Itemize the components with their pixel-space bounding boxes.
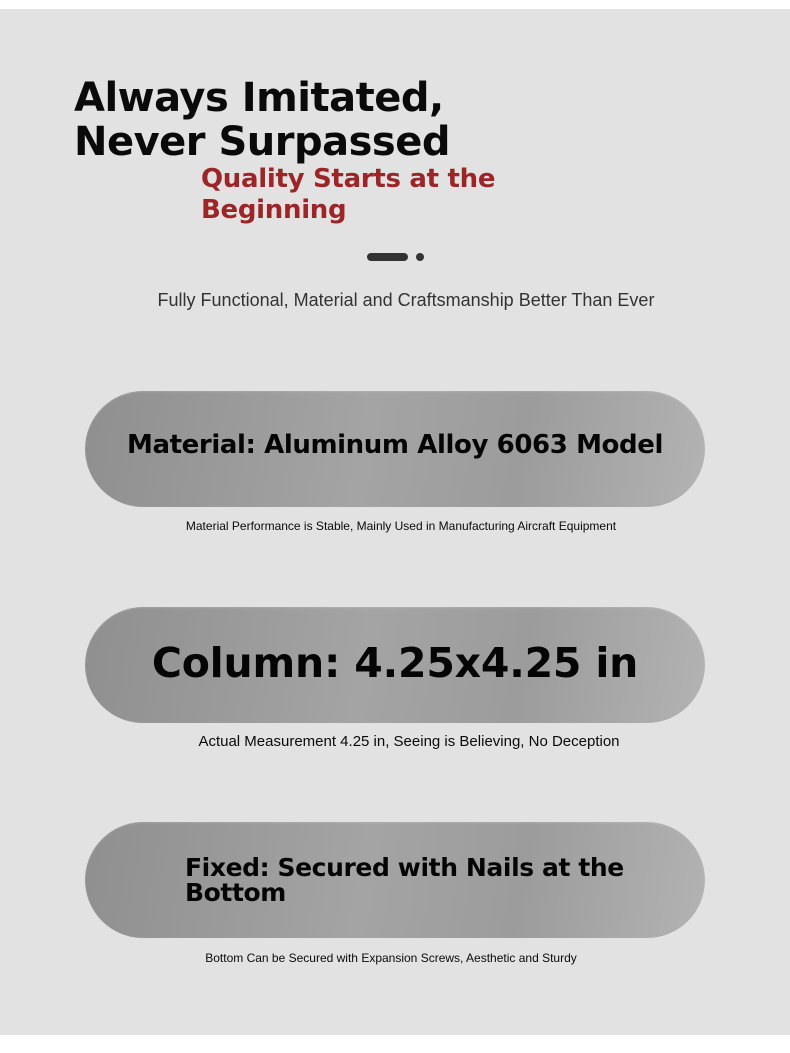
- page-title: Always Imitated, Never Surpassed: [74, 75, 450, 165]
- feature-caption: Actual Measurement 4.25 in, Seeing is Believing, No Deception: [198, 733, 620, 750]
- feature-heading: Column: 4.25x4.25 in: [151, 639, 639, 687]
- feature-heading: Fixed: Secured with Nails at the Bottom: [185, 853, 624, 907]
- carousel-indicator: [367, 253, 424, 261]
- page-subtitle: Quality Starts at the Beginning: [201, 164, 496, 225]
- feature-caption: Material Performance is Stable, Mainly Used in Manufacturing Aircraft Equipment: [185, 519, 617, 533]
- feature-caption: Bottom Can be Secured with Expansion Screws, Aesthetic and Sturdy: [205, 951, 577, 965]
- feature-card-column: [85, 607, 705, 723]
- carousel-dot-active[interactable]: [367, 253, 408, 261]
- product-feature-panel: [0, 9, 790, 1035]
- feature-heading: Material: Aluminum Alloy 6063 Model: [127, 430, 663, 460]
- feature-card-material: [85, 391, 705, 507]
- tagline: Fully Functional, Material and Craftsmanship Better Than Ever: [157, 290, 655, 310]
- feature-card-fixed: [85, 822, 705, 938]
- carousel-dot[interactable]: [416, 253, 424, 261]
